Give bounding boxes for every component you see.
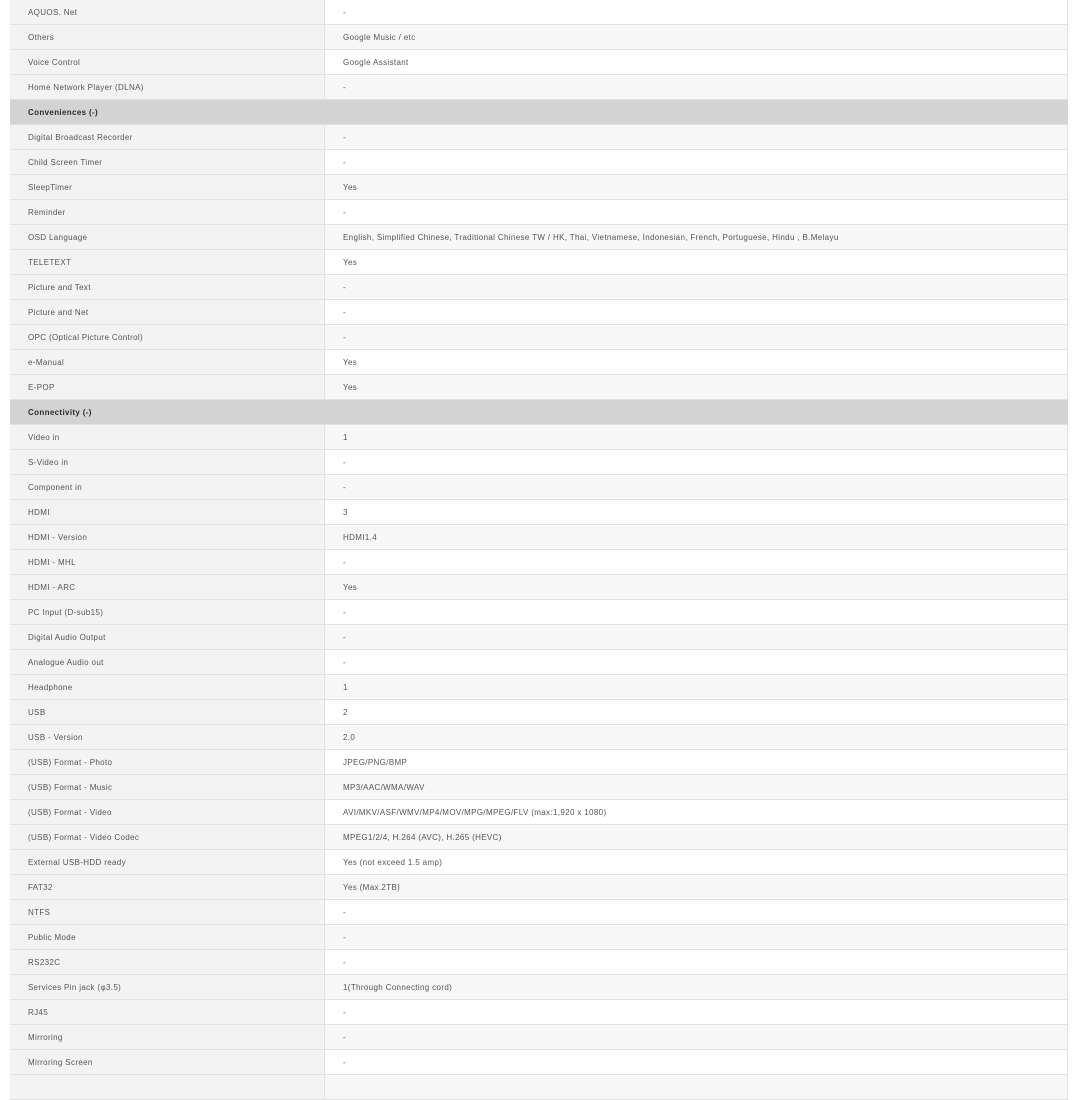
spec-label: HDMI - MHL <box>10 550 325 575</box>
spec-value: Yes <box>325 350 1068 375</box>
spec-value <box>325 1075 1068 1100</box>
spec-label: (USB) Format - Photo <box>10 750 325 775</box>
spec-row <box>10 1025 1068 1050</box>
spec-label: Home Network Player (DLNA) <box>10 75 325 100</box>
spec-value: MP3/AAC/WMA/WAV <box>325 775 1068 800</box>
spec-value: 1 <box>325 675 1068 700</box>
spec-value: - <box>325 75 1068 100</box>
spec-label: Video in <box>10 425 325 450</box>
spec-row <box>10 300 1068 325</box>
spec-row <box>10 975 1068 1000</box>
spec-row <box>10 825 1068 850</box>
spec-label: External USB-HDD ready <box>10 850 325 875</box>
spec-value: AVI/MKV/ASF/WMV/MP4/MOV/MPG/MPEG/FLV (max:1,920 x 1080) <box>325 800 1068 825</box>
spec-row <box>10 700 1068 725</box>
spec-label: TELETEXT <box>10 250 325 275</box>
spec-value: 2.0 <box>325 725 1068 750</box>
spec-value: 2 <box>325 700 1068 725</box>
spec-row <box>10 800 1068 825</box>
spec-row <box>10 475 1068 500</box>
spec-row <box>10 375 1068 400</box>
spec-label: Analogue Audio out <box>10 650 325 675</box>
spec-value: HDMI1.4 <box>325 525 1068 550</box>
spec-value: - <box>325 650 1068 675</box>
spec-label: Public Mode <box>10 925 325 950</box>
spec-table-body <box>10 0 1068 1100</box>
spec-label: FAT32 <box>10 875 325 900</box>
spec-row <box>10 525 1068 550</box>
spec-label: USB - Version <box>10 725 325 750</box>
spec-value: - <box>325 1000 1068 1025</box>
spec-row <box>10 1050 1068 1075</box>
spec-row <box>10 850 1068 875</box>
spec-value: - <box>325 325 1068 350</box>
spec-label: (USB) Format - Video <box>10 800 325 825</box>
spec-value: JPEG/PNG/BMP <box>325 750 1068 775</box>
spec-label: S-Video in <box>10 450 325 475</box>
spec-label: Mirroring <box>10 1025 325 1050</box>
spec-label: Reminder <box>10 200 325 225</box>
spec-value: 1 <box>325 425 1068 450</box>
spec-label: SleepTimer <box>10 175 325 200</box>
spec-row <box>10 25 1068 50</box>
spec-label: RS232C <box>10 950 325 975</box>
spec-value: - <box>325 600 1068 625</box>
spec-label: Picture and Text <box>10 275 325 300</box>
spec-label <box>10 1075 325 1100</box>
spec-label: HDMI <box>10 500 325 525</box>
spec-label: Child Screen Timer <box>10 150 325 175</box>
spec-row <box>10 750 1068 775</box>
spec-label: NTFS <box>10 900 325 925</box>
spec-value: - <box>325 275 1068 300</box>
spec-value: Yes <box>325 375 1068 400</box>
section-header-row <box>10 100 1068 125</box>
spec-label: OSD Language <box>10 225 325 250</box>
spec-row <box>10 50 1068 75</box>
spec-value: - <box>325 550 1068 575</box>
spec-row <box>10 600 1068 625</box>
spec-row <box>10 150 1068 175</box>
spec-label: E-POP <box>10 375 325 400</box>
spec-row <box>10 1075 1068 1100</box>
section-header-row <box>10 400 1068 425</box>
spec-value: - <box>325 0 1068 25</box>
spec-row <box>10 425 1068 450</box>
spec-value: Google Assistant <box>325 50 1068 75</box>
spec-row <box>10 175 1068 200</box>
spec-row <box>10 250 1068 275</box>
spec-value: English, Simplified Chinese, Traditional Chinese TW / HK, Thai, Vietnamese, Indonesian, French, Portuguese, Hindu , B.Melayu <box>325 225 1068 250</box>
spec-value: - <box>325 450 1068 475</box>
spec-row <box>10 325 1068 350</box>
spec-row <box>10 900 1068 925</box>
spec-value: Google Music / etc <box>325 25 1068 50</box>
spec-label: Digital Broadcast Recorder <box>10 125 325 150</box>
spec-table <box>10 0 1068 1100</box>
spec-row <box>10 450 1068 475</box>
spec-value: - <box>325 150 1068 175</box>
spec-row <box>10 775 1068 800</box>
spec-label: Voice Control <box>10 50 325 75</box>
spec-row <box>10 0 1068 25</box>
spec-label: OPC (Optical Picture Control) <box>10 325 325 350</box>
section-header[interactable]: Conveniences (-) <box>10 100 1068 125</box>
spec-row <box>10 200 1068 225</box>
spec-label: (USB) Format - Music <box>10 775 325 800</box>
spec-label: Services Pin jack (φ3.5) <box>10 975 325 1000</box>
spec-value: 1(Through Connecting cord) <box>325 975 1068 1000</box>
spec-value: 3 <box>325 500 1068 525</box>
spec-label: PC Input (D-sub15) <box>10 600 325 625</box>
spec-value: - <box>325 925 1068 950</box>
spec-value: - <box>325 950 1068 975</box>
spec-value: Yes <box>325 575 1068 600</box>
spec-row <box>10 500 1068 525</box>
spec-value: - <box>325 300 1068 325</box>
spec-label: AQUOS. Net <box>10 0 325 25</box>
spec-value: Yes (Max.2TB) <box>325 875 1068 900</box>
spec-label: Digital Audio Output <box>10 625 325 650</box>
spec-row <box>10 225 1068 250</box>
spec-label: HDMI - ARC <box>10 575 325 600</box>
spec-value: Yes <box>325 250 1068 275</box>
spec-row <box>10 925 1068 950</box>
spec-row <box>10 550 1068 575</box>
spec-row <box>10 625 1068 650</box>
spec-value: Yes (not exceed 1.5 amp) <box>325 850 1068 875</box>
spec-value: - <box>325 200 1068 225</box>
spec-value: - <box>325 475 1068 500</box>
spec-label: USB <box>10 700 325 725</box>
section-header[interactable]: Connectivity (-) <box>10 400 1068 425</box>
spec-row <box>10 675 1068 700</box>
spec-row <box>10 75 1068 100</box>
spec-row <box>10 875 1068 900</box>
spec-value: MPEG1/2/4, H.264 (AVC), H.265 (HEVC) <box>325 825 1068 850</box>
spec-label: Component in <box>10 475 325 500</box>
spec-value: - <box>325 125 1068 150</box>
spec-row <box>10 125 1068 150</box>
spec-label: Picture and Net <box>10 300 325 325</box>
spec-row <box>10 650 1068 675</box>
spec-label: (USB) Format - Video Codec <box>10 825 325 850</box>
spec-value: - <box>325 900 1068 925</box>
spec-label: Others <box>10 25 325 50</box>
spec-label: RJ45 <box>10 1000 325 1025</box>
spec-row <box>10 575 1068 600</box>
spec-value: - <box>325 1050 1068 1075</box>
spec-value: - <box>325 1025 1068 1050</box>
spec-label: Headphone <box>10 675 325 700</box>
spec-label: HDMI - Version <box>10 525 325 550</box>
spec-label: e-Manual <box>10 350 325 375</box>
spec-row <box>10 950 1068 975</box>
spec-row <box>10 1000 1068 1025</box>
spec-row <box>10 725 1068 750</box>
spec-row <box>10 350 1068 375</box>
spec-value: - <box>325 625 1068 650</box>
spec-row <box>10 275 1068 300</box>
spec-value: Yes <box>325 175 1068 200</box>
spec-label: Mirroring Screen <box>10 1050 325 1075</box>
